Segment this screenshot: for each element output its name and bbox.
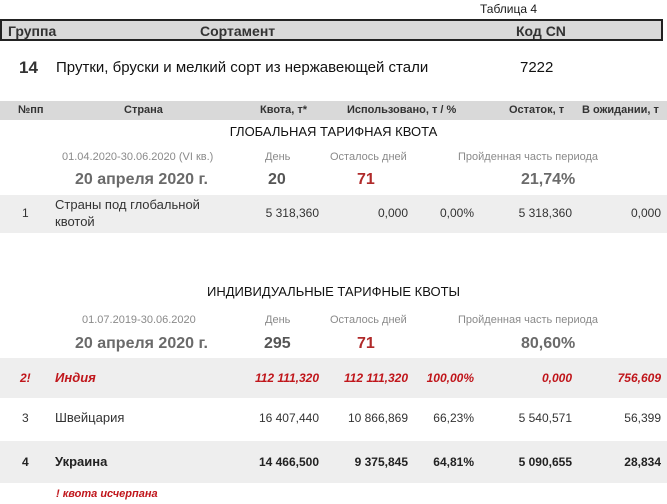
header-code-label: Код CN [516,23,566,39]
col-num: №пп [18,104,44,116]
col-remaining: Остаток, т [509,104,565,116]
table-row [0,398,667,438]
global-day-label: День [265,151,291,163]
row-pending: 756,609 [617,371,661,385]
global-section-title: ГЛОБАЛЬНАЯ ТАРИФНАЯ КВОТА [229,124,438,139]
row-quota: 16 407,440 [258,411,319,425]
row-used-pct: 100,00% [426,371,474,385]
row-remaining: 0,000 [541,371,572,385]
row-pending: 0,000 [630,206,661,220]
global-days-left-label: Осталось дней [330,151,407,163]
row-quota: 14 466,500 [258,455,319,469]
header-assortment-label: Сортамент [200,23,276,39]
row-num: 1 [22,206,29,220]
header-group-label: Группа [8,23,57,39]
global-days-left: 71 [357,171,375,188]
row-country: Швейцария [55,410,125,425]
row-used-pct: 64,81% [433,455,474,469]
group-number: 14 [19,58,38,77]
individual-elapsed: 80,60% [521,335,576,352]
row-remaining: 5 318,360 [518,206,572,220]
col-used: Использовано, т / % [347,104,457,116]
individual-period: 01.07.2019-30.06.2020 [82,314,196,326]
row-num: 4 [22,455,29,469]
individual-date: 20 апреля 2020 г. [75,335,208,352]
row-country-line1: Страны под глобальной [55,197,200,212]
row-used-pct: 66,23% [433,411,474,425]
individual-elapsed-label: Пройденная часть периода [458,314,599,326]
global-day: 20 [268,171,286,188]
row-remaining: 5 540,571 [518,411,572,425]
table-row [0,195,667,233]
individual-day-label: День [265,314,291,326]
row-num: 2! [20,371,31,385]
row-country: Украина [55,454,108,469]
individual-days-left-label: Осталось дней [330,314,407,326]
table-row [0,358,667,398]
row-quota: 112 111,320 [254,371,319,385]
row-pending: 56,399 [624,411,661,425]
individual-section-title: ИНДИВИДУАЛЬНЫЕ ТАРИФНЫЕ КВОТЫ [206,284,461,299]
row-used: 10 866,869 [347,411,408,425]
row-remaining: 5 090,655 [518,455,572,469]
individual-days-left: 71 [357,335,375,352]
group-code: 7222 [520,59,554,76]
row-country: Индия [55,370,96,385]
global-date: 20 апреля 2020 г. [75,171,208,188]
row-used: 9 375,845 [354,455,408,469]
col-quota: Квота, т* [260,104,308,116]
global-elapsed-label: Пройденная часть периода [458,151,599,163]
table-caption: Таблица 4 [480,2,538,16]
individual-day: 295 [264,335,291,352]
global-elapsed: 21,74% [521,171,576,188]
row-num: 3 [22,411,29,425]
row-used-pct: 0,00% [439,206,474,220]
row-used: 112 111,320 [343,371,408,385]
col-pending: В ожидании, т [582,104,659,116]
row-used: 0,000 [377,206,408,220]
group-header [0,19,663,41]
row-country-line2: квотой [55,214,95,229]
footnote: ! квота исчерпана [56,488,158,500]
group-description: Прутки, бруски и мелкий сорт из нержавеющей стали [56,59,429,76]
table-row [0,441,667,483]
row-pending: 28,834 [624,455,661,469]
row-quota: 5 318,360 [265,206,319,220]
column-header-row [0,101,667,120]
col-country: Страна [124,104,163,116]
global-period: 01.04.2020-30.06.2020 (VI кв.) [62,151,214,163]
